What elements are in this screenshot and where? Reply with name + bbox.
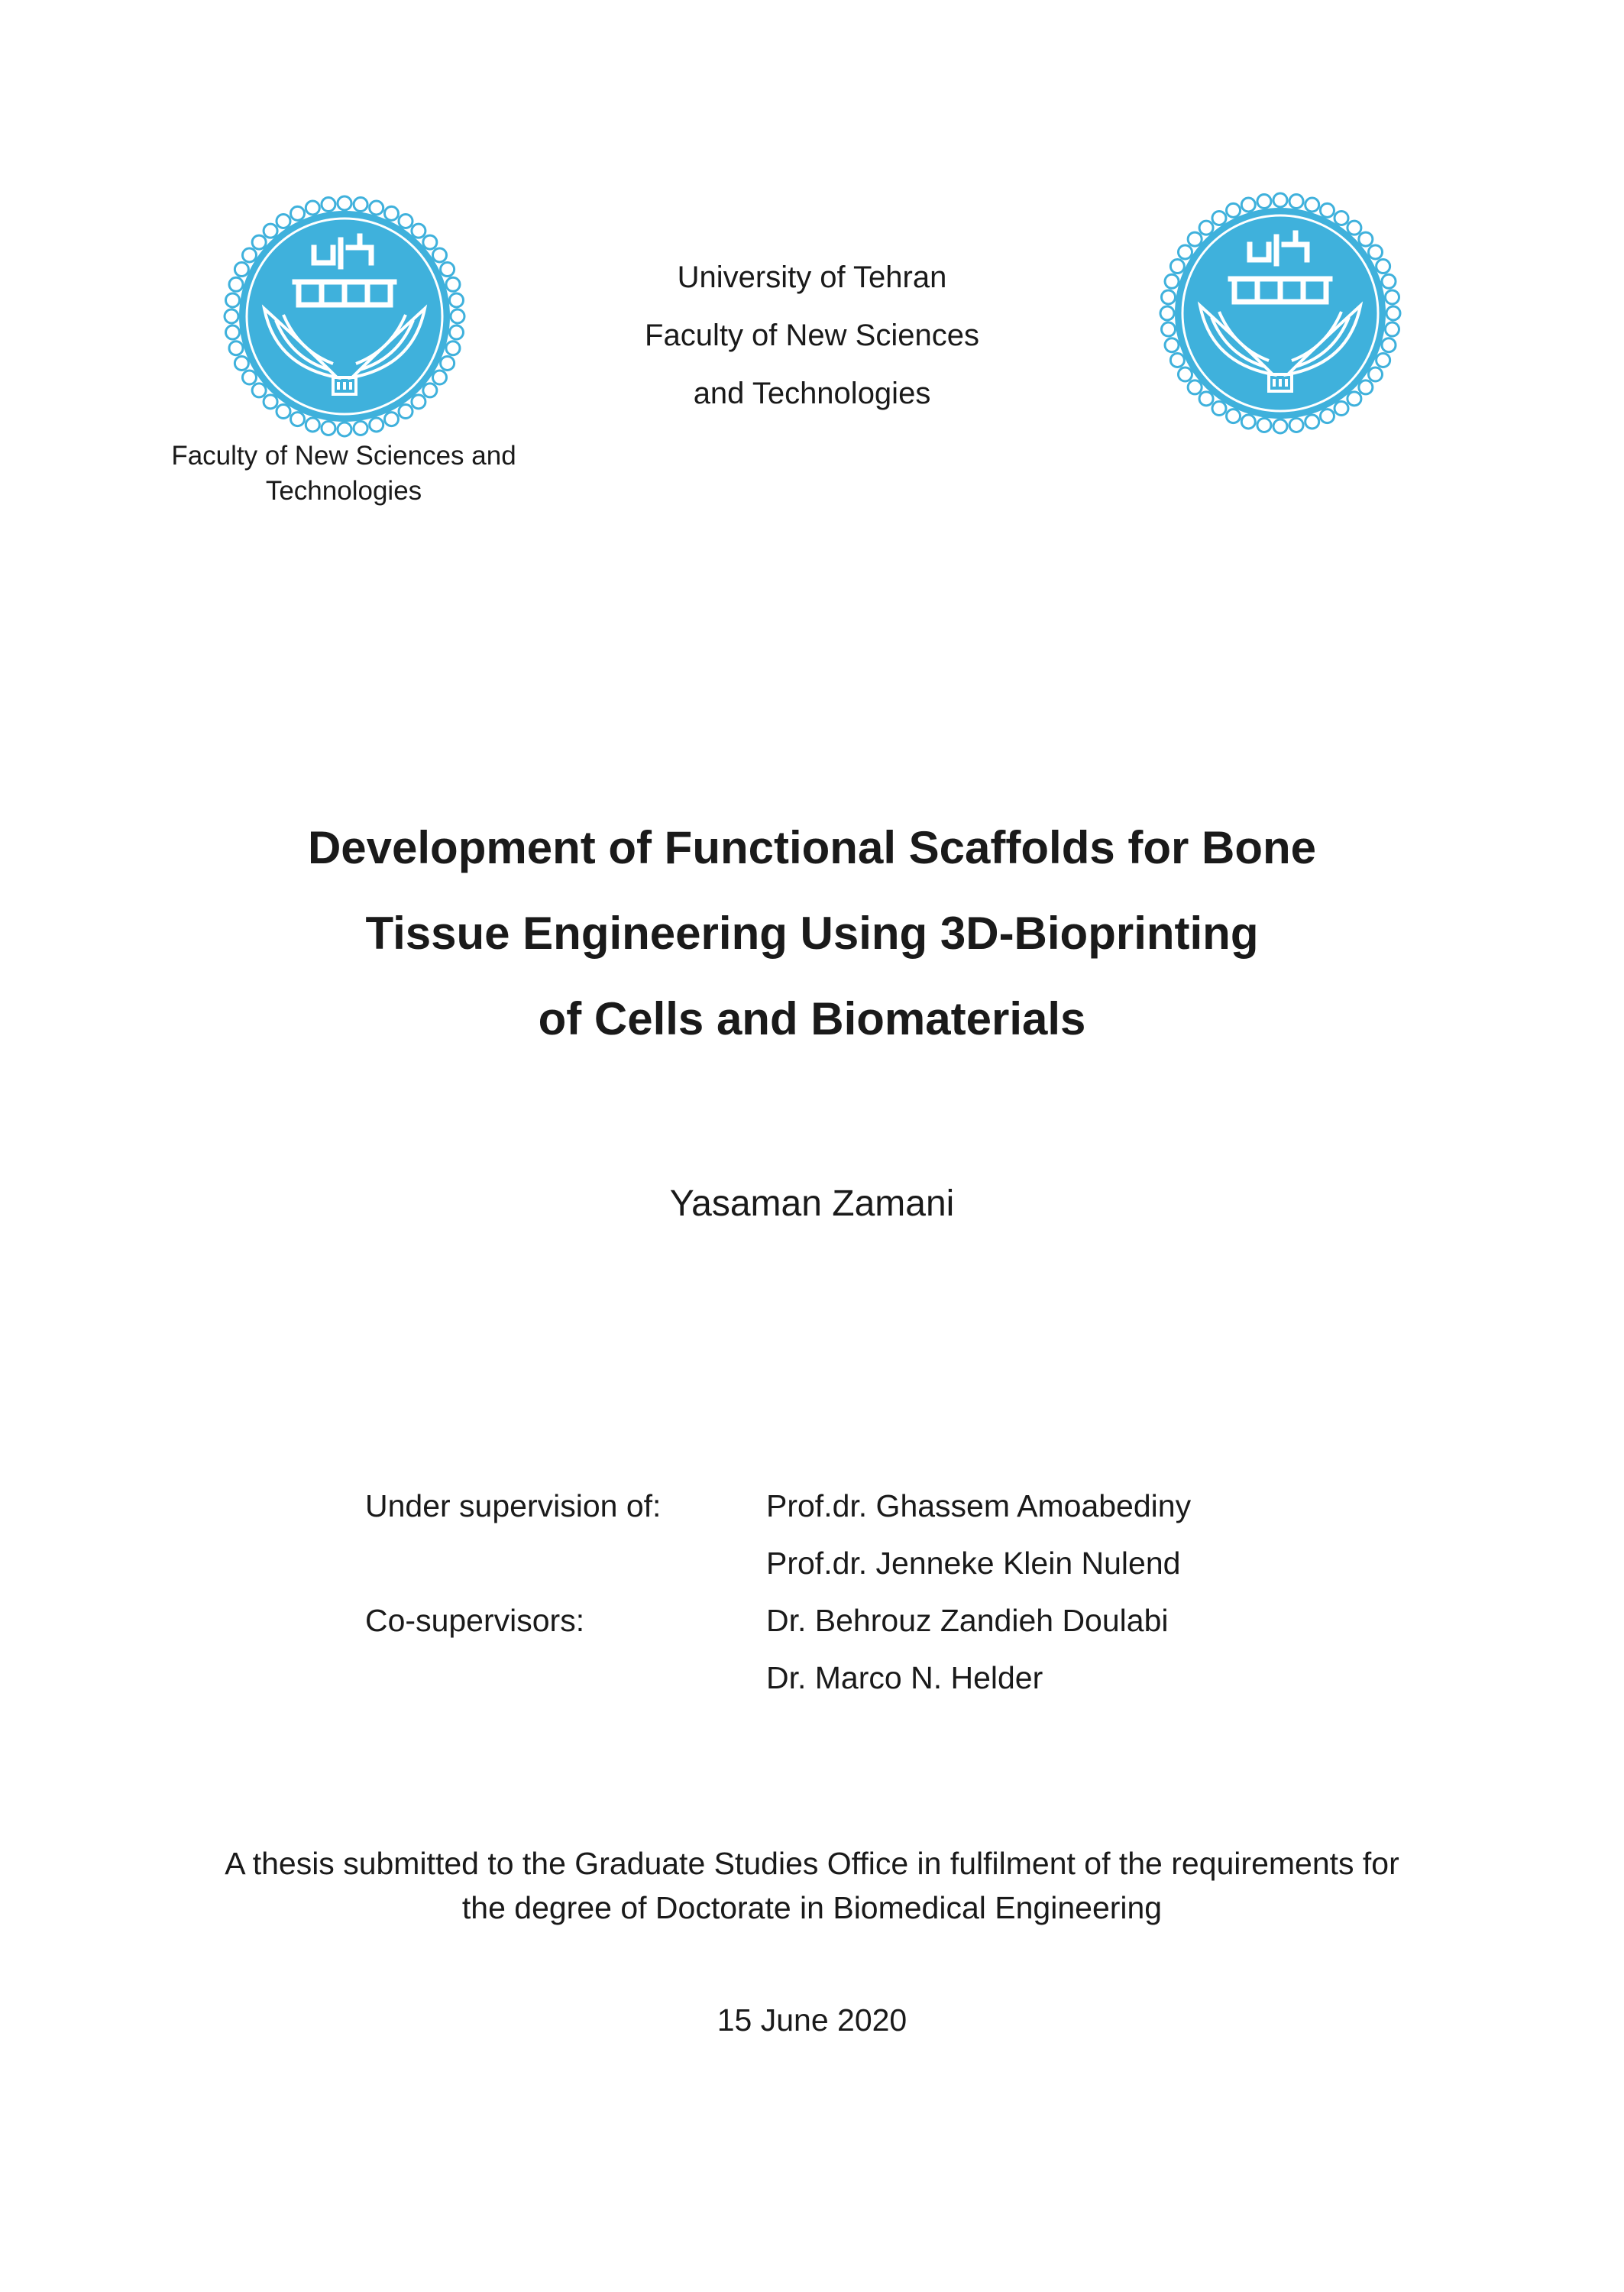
seal-bead bbox=[1160, 306, 1174, 320]
seal-bead bbox=[1334, 211, 1348, 225]
seal-bead bbox=[433, 371, 447, 384]
seal-bead bbox=[441, 263, 455, 277]
seal-bead bbox=[1320, 410, 1334, 423]
university-seal-logo-right bbox=[1158, 191, 1402, 435]
seal-bead bbox=[412, 224, 425, 238]
seal-bead bbox=[399, 405, 412, 419]
seal-bead bbox=[1227, 203, 1241, 217]
seal-bead bbox=[446, 277, 460, 291]
seal-bead bbox=[235, 356, 248, 370]
seal-bead bbox=[1289, 195, 1303, 209]
seal-bead bbox=[1369, 367, 1383, 381]
seal-bead bbox=[1227, 410, 1241, 423]
university-seal-logo-left bbox=[222, 194, 467, 439]
seal-bead bbox=[1188, 380, 1202, 394]
seal-bead bbox=[1377, 353, 1390, 367]
faculty-name-line: Faculty of New Sciences bbox=[645, 319, 979, 352]
seal-bead bbox=[370, 201, 383, 215]
seal-bead bbox=[1320, 203, 1334, 217]
seal-bead bbox=[1257, 195, 1271, 209]
thesis-title-line: Development of Functional Scaffolds for Bone bbox=[307, 822, 1317, 873]
submission-date: 15 June 2020 bbox=[717, 2002, 907, 2038]
seal-bead bbox=[291, 206, 305, 220]
supervisors-label: Under supervision of: bbox=[365, 1488, 662, 1523]
seal-bead bbox=[1347, 392, 1361, 406]
seal-bead bbox=[370, 418, 383, 432]
faculty-caption-line: Technologies bbox=[265, 476, 422, 506]
seal-bead bbox=[1162, 290, 1176, 304]
seal-bead bbox=[412, 395, 425, 409]
seal-bead bbox=[229, 277, 243, 291]
supervisor-name: Prof.dr. Jenneke Klein Nulend bbox=[766, 1546, 1181, 1581]
faculty-caption-line: Faculty of New Sciences and bbox=[171, 441, 516, 471]
seal-bead bbox=[338, 422, 351, 436]
seal-bead bbox=[252, 235, 266, 249]
seal-bead bbox=[384, 206, 398, 220]
seal-bead bbox=[277, 405, 290, 419]
seal-bead bbox=[1257, 418, 1271, 432]
seal-bead bbox=[291, 413, 305, 426]
seal-bead bbox=[277, 214, 290, 228]
thesis-title-line: of Cells and Biomaterials bbox=[538, 993, 1086, 1044]
seal-bead bbox=[449, 325, 463, 339]
faculty-caption bbox=[115, 439, 573, 509]
seal-bead bbox=[1170, 260, 1184, 274]
seal-bead bbox=[1359, 380, 1373, 394]
institution-header bbox=[545, 248, 1079, 422]
seal-bead bbox=[1273, 193, 1287, 207]
faculty-name-line: and Technologies bbox=[693, 377, 931, 410]
seal-bead bbox=[1385, 322, 1399, 336]
seal-bead bbox=[1377, 260, 1390, 274]
cosupervisor-name: Dr. Behrouz Zandieh Doulabi bbox=[766, 1603, 1169, 1638]
seal-bead bbox=[226, 325, 240, 339]
seal-bead bbox=[306, 418, 319, 432]
thesis-statement bbox=[115, 1841, 1509, 1930]
seal-bead bbox=[229, 342, 243, 355]
seal-bead bbox=[1305, 415, 1319, 429]
seal-bead bbox=[446, 342, 460, 355]
seal-bead bbox=[1385, 290, 1399, 304]
author-name: Yasaman Zamani bbox=[669, 1183, 955, 1224]
seal-bead bbox=[1241, 198, 1255, 212]
seal-bead bbox=[252, 384, 266, 397]
seal-bead bbox=[242, 248, 256, 262]
cosupervisor-name: Dr. Marco N. Helder bbox=[766, 1660, 1043, 1695]
seal-bead bbox=[1305, 198, 1319, 212]
seal-bead bbox=[1212, 402, 1226, 416]
seal-bead bbox=[451, 309, 464, 323]
seal-bead bbox=[384, 413, 398, 426]
seal-bead bbox=[264, 224, 277, 238]
seal-bead bbox=[1165, 274, 1179, 288]
seal-bead bbox=[1162, 322, 1176, 336]
seal-bead bbox=[1359, 232, 1373, 246]
seal-bead bbox=[242, 371, 256, 384]
seal-bead bbox=[1188, 232, 1202, 246]
thesis-title-line: Tissue Engineering Using 3D-Bioprinting bbox=[365, 908, 1259, 959]
seal-bead bbox=[225, 309, 238, 323]
seal-bead bbox=[322, 198, 335, 212]
seal-bead bbox=[1273, 419, 1287, 433]
supervisor-name: Prof.dr. Ghassem Amoabediny bbox=[766, 1488, 1192, 1523]
thesis-title bbox=[137, 805, 1487, 1062]
seal-bead bbox=[1170, 353, 1184, 367]
seal-bead bbox=[423, 235, 437, 249]
seal-bead bbox=[1334, 402, 1348, 416]
seal-bead bbox=[354, 421, 367, 435]
seal-bead bbox=[1386, 306, 1400, 320]
seal-bead bbox=[1289, 418, 1303, 432]
seal-bead bbox=[338, 196, 351, 210]
thesis-statement-line: the degree of Doctorate in Biomedical Engineering bbox=[461, 1890, 1163, 1925]
seal-bead bbox=[226, 293, 240, 307]
seal-bead bbox=[433, 248, 447, 262]
seal-bead bbox=[449, 293, 463, 307]
seal-bead bbox=[399, 214, 412, 228]
seal-bead bbox=[354, 198, 367, 212]
seal-bead bbox=[1347, 221, 1361, 235]
seal-bead bbox=[423, 384, 437, 397]
seal-bead bbox=[264, 395, 277, 409]
seal-bead bbox=[441, 356, 455, 370]
seal-bead bbox=[1369, 245, 1383, 259]
cosupervisors-label: Co-supervisors: bbox=[365, 1603, 585, 1638]
thesis-statement-line: A thesis submitted to the Graduate Studies Office in fulfilment of the requirements for bbox=[225, 1846, 1399, 1881]
seal-bead bbox=[1178, 367, 1192, 381]
seal-bead bbox=[1241, 415, 1255, 429]
seal-bead bbox=[235, 263, 248, 277]
seal-bead bbox=[1382, 338, 1396, 352]
seal-bead bbox=[306, 201, 319, 215]
seal-bead bbox=[1178, 245, 1192, 259]
seal-bead bbox=[1165, 338, 1179, 352]
seal-bead bbox=[1199, 221, 1213, 235]
seal-bead bbox=[322, 421, 335, 435]
seal-bead bbox=[1212, 211, 1226, 225]
university-name: University of Tehran bbox=[677, 261, 947, 294]
seal-bead bbox=[1199, 392, 1213, 406]
seal-bead bbox=[1382, 274, 1396, 288]
